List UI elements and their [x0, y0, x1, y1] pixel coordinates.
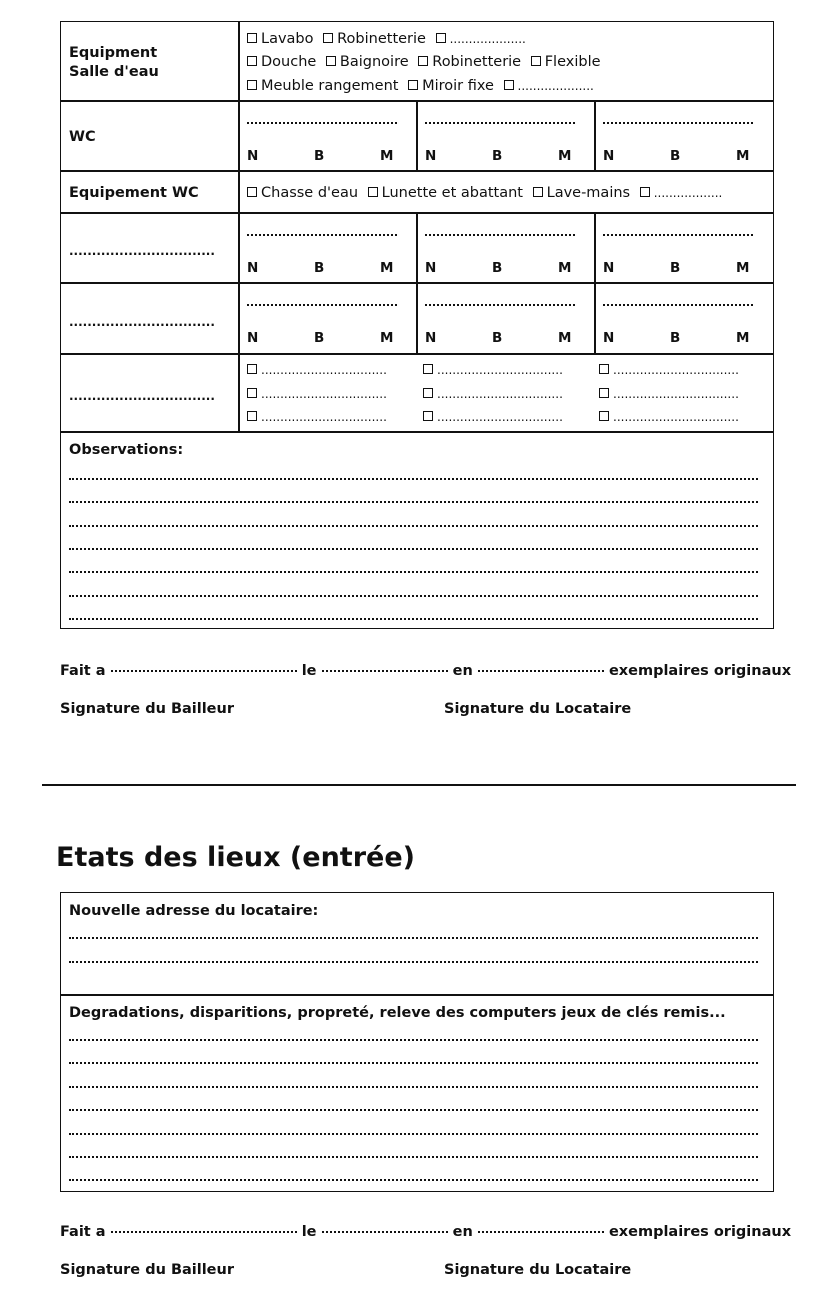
rating-n[interactable]: N: [603, 260, 615, 276]
dotted-line[interactable]: [69, 472, 758, 480]
checkbox[interactable]: [408, 80, 418, 90]
checkbox[interactable]: [423, 411, 433, 421]
rating-b[interactable]: B: [314, 330, 325, 346]
rating-b[interactable]: B: [670, 330, 681, 346]
checkbox[interactable]: [247, 187, 257, 197]
page-title: Etats des lieux (entrée): [56, 842, 415, 873]
rating-b[interactable]: B: [670, 260, 681, 276]
checkbox[interactable]: [599, 411, 609, 421]
checkbox[interactable]: [247, 33, 257, 43]
checkbox[interactable]: [533, 187, 543, 197]
signature-bailleur: Signature du Bailleur: [60, 1262, 234, 1278]
rating-n[interactable]: N: [247, 330, 259, 346]
checkbox[interactable]: [247, 56, 257, 66]
checkbox[interactable]: [599, 388, 609, 398]
checklist-blank[interactable]: .................................: [613, 363, 739, 377]
blank-row-label[interactable]: ................................: [69, 315, 215, 329]
dotted-line[interactable]: [69, 1080, 758, 1088]
checklist-blank[interactable]: .................................: [437, 363, 563, 377]
dotted-line[interactable]: [69, 1056, 758, 1064]
dotted-line[interactable]: [69, 1127, 758, 1135]
rating-b[interactable]: B: [670, 148, 681, 164]
rating-b[interactable]: B: [492, 330, 503, 346]
checkbox[interactable]: [247, 80, 257, 90]
checkbox[interactable]: [247, 364, 257, 374]
dotted-line[interactable]: [69, 1150, 758, 1158]
rating-n[interactable]: N: [425, 260, 437, 276]
rating-blank-field[interactable]: [425, 112, 575, 124]
blank-row-label[interactable]: ................................: [69, 389, 215, 403]
salle-eau-label: Equipment Salle d'eau: [69, 45, 159, 80]
checklist-item: [599, 409, 739, 425]
rating-m[interactable]: M: [736, 148, 750, 164]
copies-field[interactable]: [478, 1231, 604, 1233]
checklist-item: [247, 362, 387, 378]
blank-row-label[interactable]: ................................: [69, 244, 215, 258]
rating-m[interactable]: M: [380, 330, 394, 346]
rating-m[interactable]: M: [736, 260, 750, 276]
date-field[interactable]: [322, 670, 448, 672]
column-divider: [416, 100, 418, 171]
rating-n[interactable]: N: [247, 260, 259, 276]
column-divider: [416, 212, 418, 354]
signature-locataire: Signature du Locataire: [444, 701, 632, 717]
checkbox[interactable]: [368, 187, 378, 197]
checkbox[interactable]: [247, 411, 257, 421]
wc-label: WC: [69, 129, 96, 145]
dotted-line[interactable]: [69, 931, 758, 939]
fait-a-line: Fait a le en exemplaires originaux: [60, 663, 792, 679]
checklist-blank[interactable]: .................................: [437, 387, 563, 401]
rating-n[interactable]: N: [425, 148, 437, 164]
checklist-item: [599, 362, 739, 378]
dotted-line[interactable]: [69, 1033, 758, 1041]
copies-field[interactable]: [478, 670, 604, 672]
checkbox[interactable]: [640, 187, 650, 197]
dotted-line[interactable]: [69, 612, 758, 620]
rating-blank-field[interactable]: [425, 224, 575, 236]
checklist-item: [599, 386, 739, 402]
salle-eau-line1: Lavabo Robinetterie ....................: [247, 30, 526, 49]
dotted-line[interactable]: [69, 519, 758, 527]
dotted-line[interactable]: [69, 1103, 758, 1111]
dotted-line[interactable]: [69, 955, 758, 963]
rating-n[interactable]: N: [247, 148, 259, 164]
rating-n[interactable]: N: [425, 330, 437, 346]
checklist-item: [423, 409, 563, 425]
checkbox[interactable]: [323, 33, 333, 43]
row-divider: [60, 431, 774, 433]
column-divider: [594, 212, 596, 354]
equipement-wc-label: Equipement WC: [69, 185, 199, 201]
signature-bailleur: Signature du Bailleur: [60, 701, 234, 717]
rating-m[interactable]: M: [558, 330, 572, 346]
rating-n[interactable]: N: [603, 330, 615, 346]
rating-m[interactable]: M: [558, 260, 572, 276]
checklist-blank[interactable]: .................................: [613, 387, 739, 401]
checklist-blank[interactable]: .................................: [437, 410, 563, 424]
signature-locataire: Signature du Locataire: [444, 1262, 632, 1278]
checklist-item: [247, 409, 387, 425]
checkbox[interactable]: [423, 388, 433, 398]
dotted-line[interactable]: [69, 1173, 758, 1181]
checklist-blank[interactable]: .................................: [613, 410, 739, 424]
rating-m[interactable]: M: [736, 330, 750, 346]
rating-m[interactable]: M: [380, 260, 394, 276]
checklist-item: [423, 362, 563, 378]
rating-blank-field[interactable]: [425, 294, 575, 306]
column-divider: [238, 21, 240, 432]
checkbox[interactable]: [599, 364, 609, 374]
checklist-item: [247, 386, 387, 402]
rating-blank-field[interactable]: [247, 112, 397, 124]
observations-label: Observations:: [69, 442, 184, 458]
date-field[interactable]: [322, 1231, 448, 1233]
checkbox[interactable]: [504, 80, 514, 90]
place-field[interactable]: [111, 670, 297, 672]
rating-blank-field[interactable]: [247, 224, 397, 236]
salle-eau-line2: Douche Baignoire Robinetterie Flexible: [247, 53, 601, 72]
dotted-line[interactable]: [69, 565, 758, 573]
checkbox[interactable]: [247, 388, 257, 398]
section-separator: [42, 784, 796, 786]
rating-b[interactable]: B: [314, 260, 325, 276]
checkbox[interactable]: [423, 364, 433, 374]
place-field[interactable]: [111, 1231, 297, 1233]
checkbox[interactable]: [531, 56, 541, 66]
rating-blank-field[interactable]: [247, 294, 397, 306]
rating-blank-field[interactable]: [603, 294, 753, 306]
degradations-label: Degradations, disparitions, propreté, releve des computers jeux de clés remis...: [69, 1005, 726, 1021]
checklist-blank[interactable]: .................................: [261, 410, 387, 424]
dotted-line[interactable]: [69, 589, 758, 597]
rating-m[interactable]: M: [558, 148, 572, 164]
salle-eau-line3: Meuble rangement Miroir fixe ....................: [247, 77, 594, 96]
checkbox[interactable]: [418, 56, 428, 66]
equipement-wc-items: Chasse d'eau Lunette et abattant Lave-mains ..................: [247, 184, 722, 203]
rating-m[interactable]: M: [380, 148, 394, 164]
rating-b[interactable]: B: [492, 148, 503, 164]
rating-n[interactable]: N: [603, 148, 615, 164]
rating-blank-field[interactable]: [603, 112, 753, 124]
row-divider: [60, 994, 774, 996]
fait-a-line: Fait a le en exemplaires originaux: [60, 1224, 792, 1240]
checkbox[interactable]: [436, 33, 446, 43]
rating-b[interactable]: B: [492, 260, 503, 276]
rating-b[interactable]: B: [314, 148, 325, 164]
adresse-label: Nouvelle adresse du locataire:: [69, 903, 319, 919]
checkbox[interactable]: [326, 56, 336, 66]
dotted-line[interactable]: [69, 542, 758, 550]
dotted-line[interactable]: [69, 495, 758, 503]
checklist-blank[interactable]: .................................: [261, 387, 387, 401]
checklist-item: [423, 386, 563, 402]
column-divider: [594, 100, 596, 171]
checklist-blank[interactable]: .................................: [261, 363, 387, 377]
rating-blank-field[interactable]: [603, 224, 753, 236]
